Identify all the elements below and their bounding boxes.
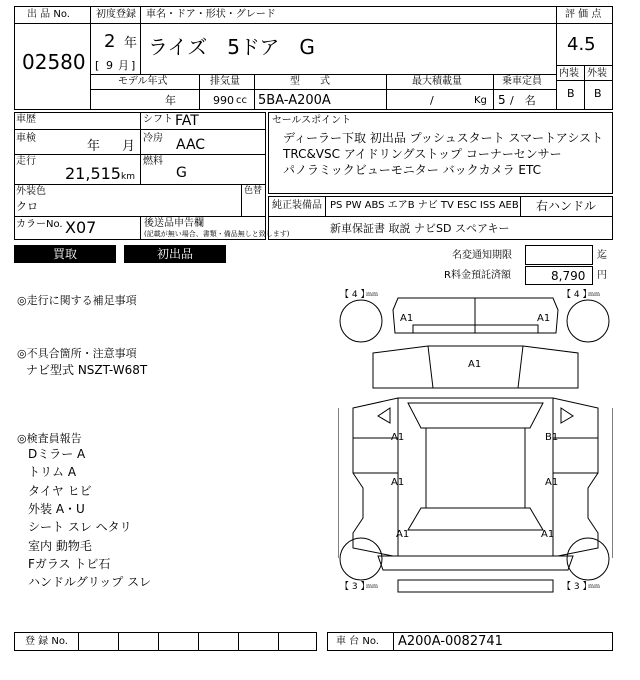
recycle-value: 8,790 — [551, 269, 586, 283]
tire-fl-unit: ｍｍ — [366, 291, 379, 298]
history-label: 車歴 — [16, 114, 36, 125]
fuel-value: G — [176, 165, 187, 181]
mark-rear-right-door: A1 — [545, 477, 559, 488]
score-value: 4.5 — [567, 34, 596, 55]
mark-rear-right-fender: A1 — [541, 529, 555, 540]
car-name-label: 車名・ドア・形状・グレード — [146, 9, 276, 20]
tire-rear-right-icon — [567, 538, 609, 580]
model-year-unit: 年 — [165, 94, 176, 107]
tire-fr-unit: ｍｍ — [588, 291, 601, 298]
inspector-line-2: トリム A — [28, 465, 77, 479]
tire-fr-label: 【 4 】 — [562, 290, 592, 300]
sales-point-line-3: パノラミックビューモニター バックカメラ ETC — [283, 163, 541, 177]
car-diagram — [338, 288, 613, 600]
sales-point-line-1: ディーラー下取 初出品 プッシュスタート スマートアシスト — [283, 131, 603, 145]
model-year-label: モデル年式 — [118, 76, 168, 87]
tire-rl-unit: ｍｍ — [366, 583, 379, 590]
tire-front-right-icon — [567, 300, 609, 342]
car-name: ライズ 5ドア G — [148, 35, 315, 59]
tire-fl-label: 【 4 】 — [340, 290, 370, 300]
equipment-items: PS PW ABS エアB ナビ TV ESC ISS AEB — [330, 200, 519, 211]
inspector-line-5: シート スレ ヘタリ — [28, 520, 132, 534]
defects-line: ナビ型式 NSZT-W68T — [26, 363, 148, 377]
recycle-label: R料金預託済額 — [444, 270, 511, 281]
tire-front-left-icon — [340, 300, 382, 342]
mark-front-bumper-left: A1 — [400, 313, 414, 324]
name-change-unit: 迄 — [597, 250, 607, 261]
color-no-label: カラーNo. — [16, 219, 63, 230]
warranty-items: 新車保証書 取説 ナビSD スペアキー — [330, 222, 510, 235]
capacity-unit: / 名 — [510, 94, 536, 107]
mark-front-right-door: B1 — [545, 432, 559, 443]
mark-rear-left-fender: A1 — [396, 529, 410, 540]
model-label: 型 式 — [290, 76, 330, 87]
inspection-month: 月 — [122, 139, 136, 154]
lot-no-label: 出 品 No. — [27, 9, 70, 20]
score-label: 評 価 点 — [565, 9, 602, 20]
shift-value: FAT — [175, 113, 199, 129]
exterior-grade: B — [594, 87, 602, 100]
inspector-line-1: Dミラー A — [28, 447, 86, 461]
inspector-line-3: タイヤ ヒビ — [28, 484, 92, 498]
mark-front-bumper-right: A1 — [537, 313, 551, 324]
reg-no-label: 登 録 No. — [25, 636, 68, 647]
tire-rl-label: 【 3 】 — [340, 582, 370, 592]
inspector-line-4: 外装 A・U — [28, 502, 85, 516]
exterior-color-label: 外装色 — [16, 186, 46, 197]
inspection-year: 年 — [87, 139, 101, 154]
first-reg-year: 2 — [104, 31, 116, 52]
post-report-label: 後送品申告欄 — [144, 218, 204, 229]
name-change-field — [525, 245, 593, 265]
mileage-value: 21,515 — [65, 164, 121, 183]
first-reg-label: 初度登録 — [96, 9, 136, 20]
equipment-label: 純正装備品 — [272, 200, 322, 211]
sales-points-label: セールスポイント — [272, 115, 352, 126]
recycle-unit: 円 — [597, 270, 607, 281]
roof-shape — [426, 428, 525, 508]
purchase-badge: 買取 — [14, 245, 116, 263]
inspector-line-8: ハンドルグリップ スレ — [28, 575, 152, 589]
first-reg-year-unit: 年 — [124, 36, 138, 51]
displacement-value: 990 — [213, 94, 234, 107]
tire-rear-left-icon — [340, 538, 382, 580]
color-change-label: 色替 — [244, 186, 263, 196]
fuel-label: 燃料 — [143, 156, 163, 167]
model-value: 5BA-A200A — [258, 93, 331, 108]
first-reg-bracket-close: ] — [131, 59, 136, 72]
chassis-value: A200A-0082741 — [398, 634, 503, 649]
windshield-shape — [408, 403, 543, 428]
color-no-value: X07 — [65, 218, 97, 237]
max-load-slash: / — [430, 94, 434, 107]
first-reg-month-unit: 月 — [118, 59, 129, 72]
post-report-note: (記載が無い場合、書類・備品無しと致します) — [144, 230, 290, 238]
name-change-label: 名変通知期限 — [452, 250, 512, 261]
exterior-label: 外装 — [587, 68, 607, 79]
rear-bumper-shape — [378, 556, 573, 570]
inspection-label: 車検 — [16, 133, 36, 144]
sales-point-line-2: TRC&VSC アイドリングストップ コーナーセンサー — [283, 147, 562, 161]
exterior-color-value: クロ — [16, 200, 38, 213]
mileage-unit: km — [121, 172, 135, 182]
first-reg-bracket-open: [ — [95, 59, 100, 72]
shift-label: シフト — [143, 114, 173, 125]
displacement-unit: cc — [236, 95, 247, 106]
defects-title: ◎不具合箇所・注意事項 — [17, 347, 137, 360]
mark-hood: A1 — [468, 359, 482, 370]
mark-front-left-door: A1 — [391, 432, 405, 443]
max-load-unit: Kg — [474, 95, 487, 106]
mark-rear-left-door: A1 — [391, 477, 405, 488]
inspector-line-6: 室内 動物毛 — [28, 539, 92, 553]
displacement-label: 排気量 — [210, 76, 240, 87]
rear-window-shape — [408, 508, 543, 530]
first-reg-month: 9 — [106, 59, 113, 72]
tire-rr-label: 【 3 】 — [562, 582, 592, 592]
ac-value: AAC — [176, 137, 206, 153]
interior-label: 内装 — [559, 68, 579, 79]
ac-label: 冷房 — [143, 133, 163, 144]
chassis-label: 車 台 No. — [336, 636, 379, 647]
steering-side: 右ハンドル — [536, 199, 597, 213]
capacity-label: 乗車定員 — [502, 76, 542, 87]
mileage-label: 走行 — [16, 156, 36, 167]
inspector-line-7: Fガラス トビ石 — [28, 557, 111, 571]
capacity-value: 5 — [498, 93, 506, 107]
lot-no: 02580 — [22, 50, 86, 74]
tire-rr-unit: ｍｍ — [588, 583, 601, 590]
first-listing-badge: 初出品 — [124, 245, 226, 263]
interior-grade: B — [567, 87, 575, 100]
supplement-title: ◎走行に関する補足事項 — [17, 294, 137, 307]
max-load-label: 最大積載量 — [412, 76, 462, 87]
inspector-title: ◎検査員報告 — [17, 432, 82, 445]
